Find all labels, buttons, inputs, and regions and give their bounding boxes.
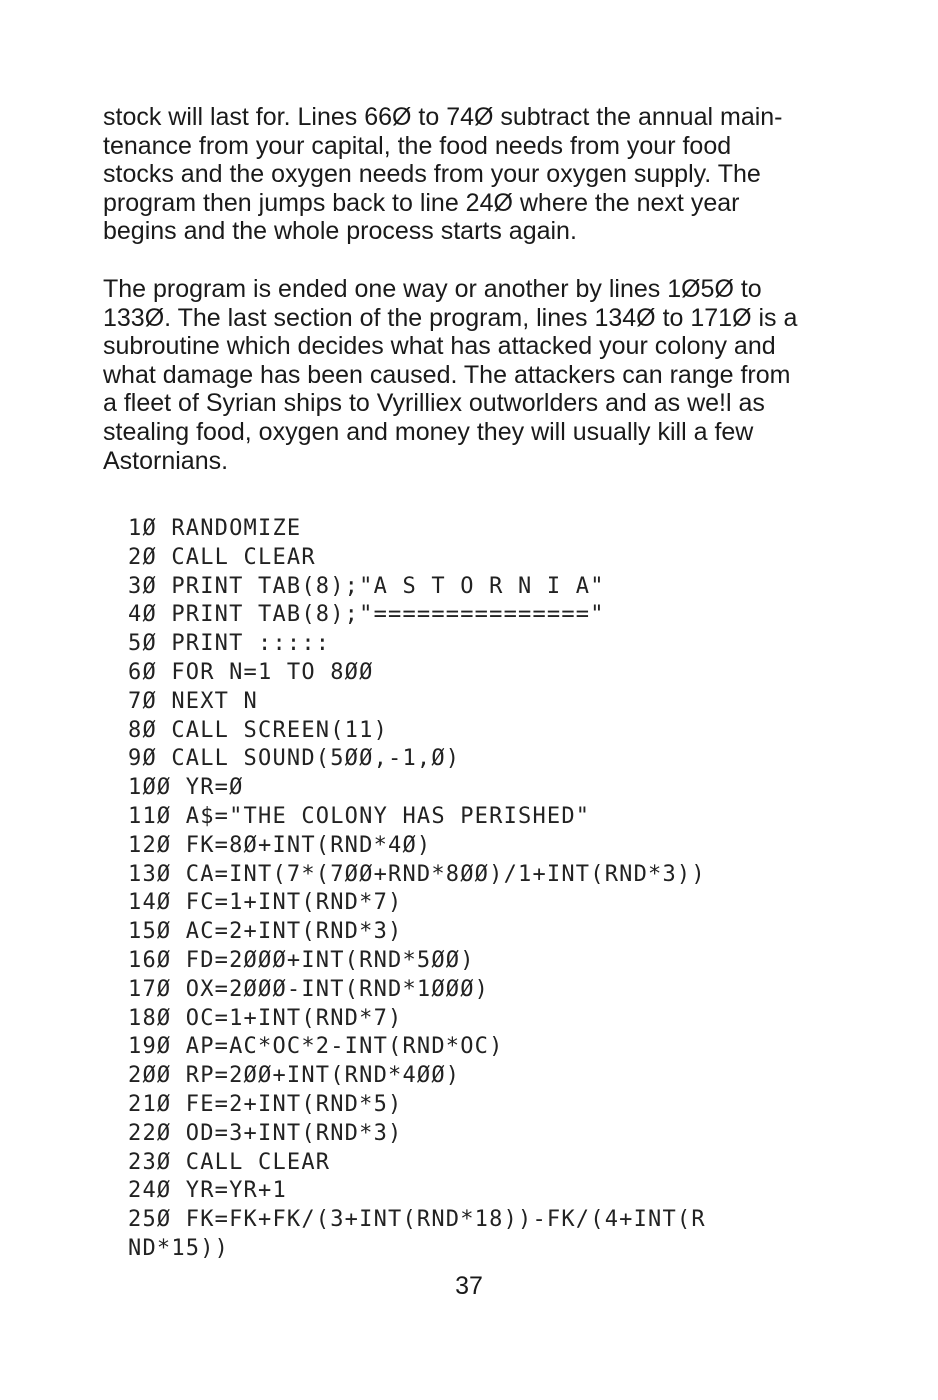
code-line: 3Ø PRINT TAB(8);"A S T O R N I A" [128, 573, 605, 599]
code-line: 21Ø FE=2+INT(RND*5) [128, 1091, 403, 1117]
page-number: 37 [455, 1272, 483, 1300]
code-line: 8Ø CALL SCREEN(11) [128, 717, 389, 743]
code-line: 6Ø FOR N=1 TO 8ØØ [128, 659, 374, 685]
code-line: 22Ø OD=3+INT(RND*3) [128, 1120, 403, 1146]
code-line: 17Ø OX=2ØØØ-INT(RND*1ØØØ) [128, 976, 490, 1002]
code-line: 4Ø PRINT TAB(8);"===============" [128, 602, 605, 628]
code-line: 2Ø CALL CLEAR [128, 544, 316, 570]
code-line: 19Ø AP=AC*OC*2-INT(RND*OC) [128, 1034, 504, 1060]
code-line: 5Ø PRINT ::::: [128, 631, 331, 657]
code-line: 1Ø RANDOMIZE [128, 516, 302, 541]
code-line: 7Ø NEXT N [128, 688, 259, 714]
code-line: 14Ø FC=1+INT(RND*7) [128, 890, 403, 916]
code-line-continuation: ND*15)) [128, 1235, 230, 1261]
code-line: 12Ø FK=8Ø+INT(RND*4Ø) [128, 832, 432, 858]
body-paragraph-2: The program is ended one way or another by lines 1Ø5Ø to 133Ø. The last section of the program, lines 134Ø to 171Ø is a subroutine which decides what has attacked your colony and what damage has been caused. The attackers can range from a fleet of Syrian ships to Vyrilliex outworlders and as we!l as stealing food, oxygen and money they will usually kill a few Astornians. [103, 275, 798, 475]
code-line: 13Ø CA=INT(7*(7ØØ+RND*8ØØ)/1+INT(RND*3)) [128, 861, 706, 887]
code-line: 16Ø FD=2ØØØ+INT(RND*5ØØ) [128, 947, 475, 973]
code-line: 15Ø AC=2+INT(RND*3) [128, 919, 403, 945]
code-line: 23Ø CALL CLEAR [128, 1149, 331, 1175]
basic-program-listing [128, 515, 848, 1264]
code-line: 9Ø CALL SOUND(5ØØ,-1,Ø) [128, 746, 461, 772]
code-line: 25Ø FK=FK+FK/(3+INT(RND*18))-FK/(4+INT(R [128, 1207, 706, 1233]
body-paragraph-1: stock will last for. Lines 66Ø to 74Ø subtract the annual main- tenance from your capital, the food needs from your food stocks and the oxygen needs from your oxygen supply. The program then jumps back to line 24Ø where the next year begins and the whole process starts again. [103, 103, 783, 246]
code-line: 24Ø YR=YR+1 [128, 1178, 287, 1204]
code-line: 1ØØ YR=Ø [128, 775, 244, 801]
code-line: 18Ø OC=1+INT(RND*7) [128, 1005, 403, 1031]
code-line: 2ØØ RP=2ØØ+INT(RND*4ØØ) [128, 1063, 461, 1089]
code-line: 11Ø A$="THE COLONY HAS PERISHED" [128, 803, 591, 829]
